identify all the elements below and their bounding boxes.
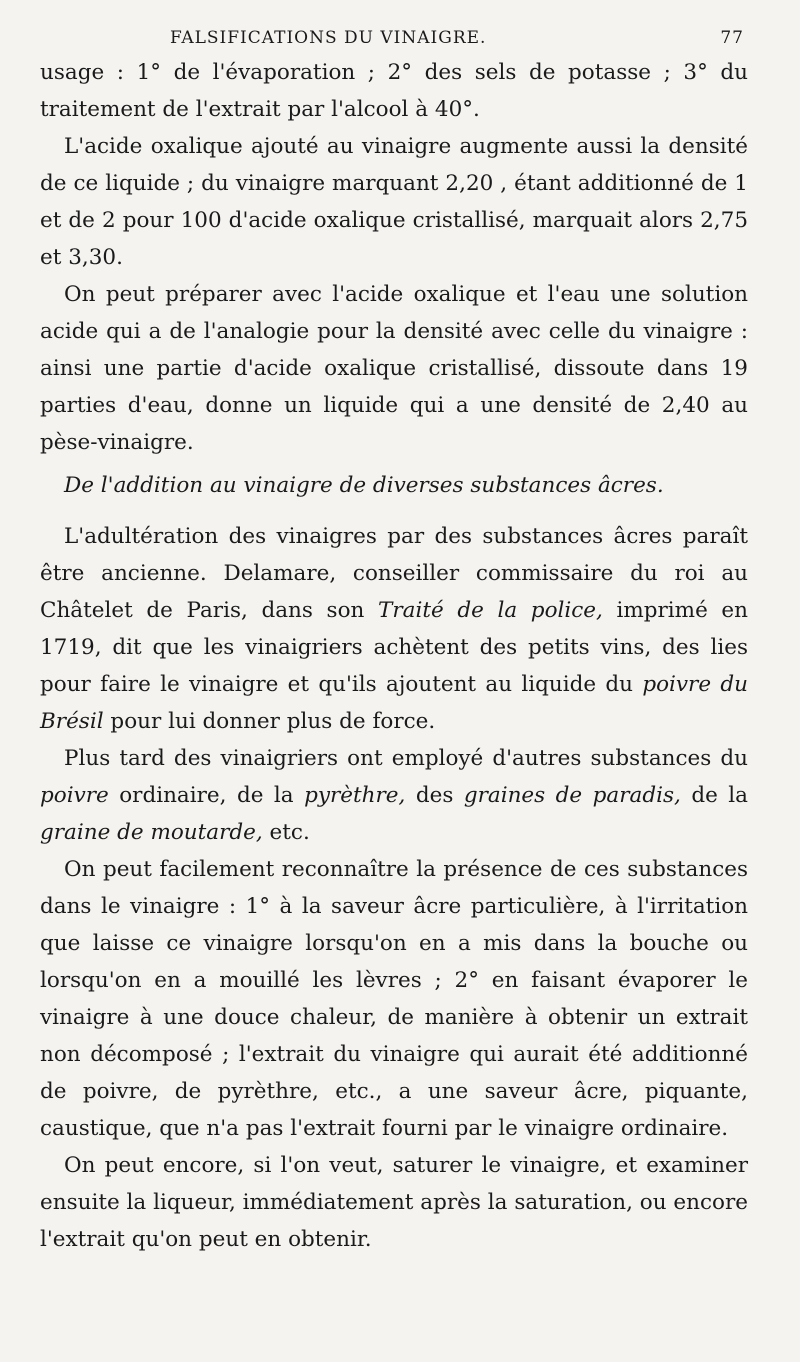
- text-run: Plus tard des vinaigriers ont employé d'autres substances du: [64, 746, 748, 771]
- paragraph-continued: usage : 1° de l'évaporation ; 2° des sels de potasse ; 3° du traitement de l'extrait par l'alcool à 40°.: [40, 60, 748, 122]
- italic-run: graine de moutarde,: [40, 820, 263, 845]
- italic-run: poivre: [40, 783, 109, 808]
- text-run: etc.: [262, 820, 310, 845]
- text-run: imprimé en 1719, dit que les vinaigriers achètent des petits vins, des lies pour faire le vinaigre et qu'ils ajoutent au liquide du: [40, 598, 748, 697]
- italic-run: poivre du Brésil: [40, 672, 748, 734]
- running-title: FALSIFICATIONS DU VINAIGRE.: [170, 28, 487, 48]
- section-heading: De l'addition au vinaigre de diverses substances âcres.: [64, 473, 664, 498]
- text-run: de la: [680, 783, 748, 808]
- italic-run: pyrèthre,: [304, 783, 406, 808]
- paragraph-oxalic-density: L'acide oxalique ajouté au vinaigre augmente aussi la densité de ce liquide ; du vinaigre marquant 2,20 , étant additionné de 1 et de 2 pour 100 d'acide oxalique cristallisé, marquait alors 2,75 et 3,30.: [40, 134, 748, 270]
- italic-run: graines de paradis,: [463, 783, 681, 808]
- paragraph-saturation: On peut encore, si l'on veut, saturer le vinaigre, et examiner ensuite la liqueur, immédiatement après la saturation, ou encore l'extrait qu'on peut en obtenir.: [40, 1153, 748, 1252]
- paragraph-detection: On peut facilement reconnaître la présence de ces substances dans le vinaigre : 1° à la saveur âcre particulière, à l'irritation que laisse ce vinaigre lorsqu'on en a mis dans la bouche ou lorsqu'on en a mouillé les lèvres ; 2° en faisant évaporer le vinaigre à une douce chaleur, de manière à obtenir un extrait non décomposé ; l'extrait du vinaigre qui aurait été additionné de poivre, de pyrèthre, etc., a une saveur âcre, piquante, caustique, que n'a pas l'extrait fourni par le vinaigre ordinaire.: [40, 857, 748, 1141]
- text-run: des: [405, 783, 464, 808]
- page-number: 77: [720, 28, 744, 48]
- text-run: ordinaire, de la: [108, 783, 305, 808]
- italic-run: Traité de la police,: [378, 598, 603, 623]
- text-run: L'adultération des vinaigres par des substances âcres paraît être ancienne. Delamare, conseiller commissaire du roi au Châtelet de Paris, dans son: [40, 524, 748, 623]
- paragraph-oxalic-solution: On peut préparer avec l'acide oxalique et l'eau une solution acide qui a de l'analogie pour la densité avec celle du vinaigre : ainsi une partie d'acide oxalique cristallisé, dissoute dans 19 parties d'eau, donne un liquide qui a une densité de 2,40 au pèse-vinaigre.: [40, 282, 748, 455]
- running-header: [170, 28, 748, 48]
- paragraph-adulteration-history: [40, 518, 748, 740]
- paragraph-other-substances: [40, 740, 748, 851]
- text-run: pour lui donner plus de force.: [103, 709, 436, 734]
